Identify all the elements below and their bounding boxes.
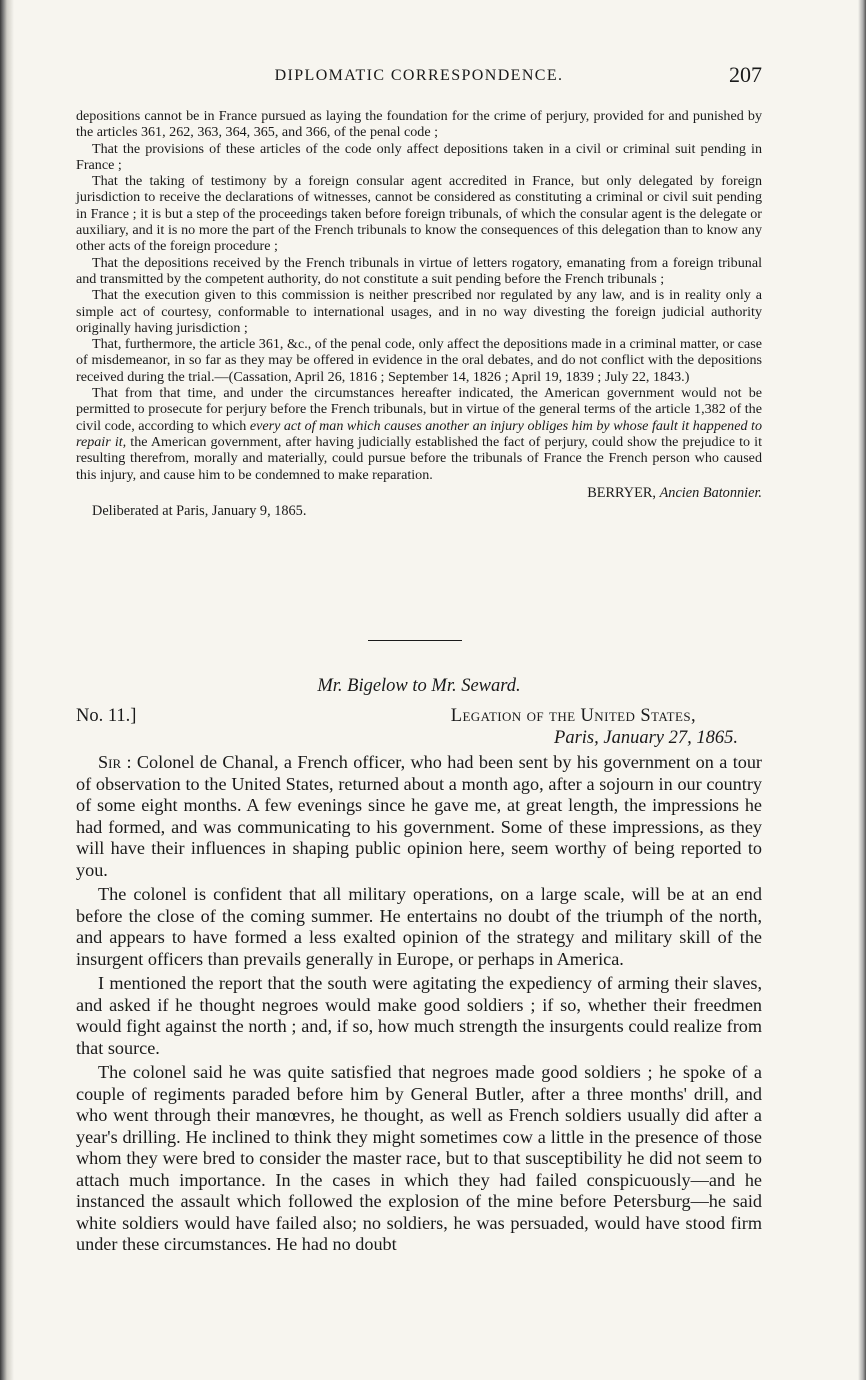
left-page-edge bbox=[0, 0, 14, 1380]
running-head: DIPLOMATIC CORRESPONDENCE. bbox=[274, 67, 564, 84]
deposition-paragraph: That the execution given to this commission is neither prescribed nor regulated by any law, and is in reality only a simple act of courtesy, conformable to international usages, and in no way divesting the foreign judicial authority originally having jurisdiction ; bbox=[76, 287, 762, 336]
place-date bbox=[554, 728, 738, 749]
signature bbox=[76, 485, 762, 501]
signature-title: Ancien Batonnier. bbox=[659, 484, 762, 501]
deposition-paragraph: That the depositions received by the French tribunals in virtue of letters rogatory, emanating from a foreign tribunal and transmitted by the competent authority, do not constitute a suit pending before the French tribunals ; bbox=[76, 254, 762, 287]
legation-heading: Legation of the United States, bbox=[450, 706, 696, 726]
deliberated-line: Deliberated at Paris, January 9, 1865. bbox=[92, 503, 307, 520]
right-page-edge bbox=[858, 0, 866, 1380]
letter-body bbox=[76, 752, 762, 1259]
signature-name: BERRYER, bbox=[587, 484, 656, 501]
letter-title: Mr. Bigelow to Mr. Seward. bbox=[317, 676, 521, 696]
place-date-text: Paris, January 27, 1865. bbox=[554, 728, 738, 748]
salutation: Sir : bbox=[98, 752, 132, 772]
letter-paragraph: The colonel is confident that all military operations, on a large scale, will be at an end before the close of the coming summer. He entertains no doubt of the triumph of the north, and appears to have formed a less exalted opinion of the strategy and military skill of the insurgent officers than prevails generally in Europe, or perhaps in America. bbox=[76, 884, 762, 969]
letter-paragraph: I mentioned the report that the south were agitating the expediency of arming their slaves, and asked if he thought negroes would make good soldiers ; if so, whether their freedmen would fight against the north ; and, if so, how much strength the insurgents could realize from that source. bbox=[76, 973, 762, 1058]
deposition-paragraph: That, furthermore, the article 361, &c., of the penal code, only affect the depositions made in a criminal matter, or case of misdemeanor, in so far as they may be offered in evidence in the oral debates, and do not conflict with the depositions received during the trial.—(Cassation, April 26, 1816 ; September 14, 1826 ; April 19, 1839 ; July 22, 1843.) bbox=[76, 336, 762, 385]
final-text-italic: every act of man which causes another an injury obliges him by whose fault it happened to repair it, bbox=[76, 417, 762, 450]
deposition-final-paragraph bbox=[76, 385, 762, 483]
deposition-text bbox=[76, 108, 762, 519]
deposition-paragraph: That the taking of testimony by a foreign consular agent accredited in France, but only delegated by foreign jurisdiction to receive the declarations of witnesses, cannot be considered as constituting a criminal or civil suit pending in France ; it is but a step of the proceedings taken before foreign tribunals, of which the consular agent is the delegate or auxiliary, and it is no more the part of the French tribunals to know the consequences of this delegation than to know any other acts of the foreign procedure ; bbox=[76, 173, 762, 255]
final-text-before: That from that time, and under the circumstances hereafter indicated, the American government would not be permitted to prosecute for perjury before the French tribunals, but in virtue of the general terms of the article 1,382 of the civil code, according to which bbox=[76, 385, 762, 434]
page-header bbox=[76, 62, 762, 92]
first-paragraph-text: Colonel de Chanal, a French officer, who had been sent by his government on a tour of observation to the United States, returned about a month ago, after a sojourn in our country of some eight months. A few evenings since he gave me, at great length, the impressions he had formed, and was communicating to his government. Some of these impressions, as they will have their influences in shaping public opinion here, seem worthy of being reported to you. bbox=[76, 752, 762, 880]
final-text-after: the American government, after having judicially established the fact of perjury, could show the prejudice to it resulting therefrom, morally and materially, could pursue before the tribunals of France the French person who caused this injury, and cause him to be condemned to make reparation. bbox=[76, 433, 762, 483]
letter-number: No. 11.] bbox=[76, 706, 137, 726]
deposition-paragraph: That the provisions of these articles of the code only affect depositions taken in a civil or criminal suit pending in France ; bbox=[76, 140, 762, 173]
letter-paragraph bbox=[76, 752, 762, 881]
letter-paragraph: The colonel said he was quite satisfied that negroes made good soldiers ; he spoke of a couple of regiments paraded before him by General Butler, after a three months' drill, and who went through their manœvres, he thought, as well as French soldiers usually did after a year's drilling. He inclined to think they might sometimes cow a little in the presence of those whom they were bred to consider the master race, but to that susceptibility he did not seem to attach much importance. In the cases in which they had failed conspicuously—and he instanced the assault which followed the explosion of the mine before Petersburg—he said white soldiers would have failed also; no soldiers, he was persuaded, would have stood firm under these circumstances. He had no doubt bbox=[76, 1062, 762, 1254]
page-number: 207 bbox=[729, 62, 762, 87]
section-divider bbox=[368, 640, 462, 641]
deposition-paragraph: depositions cannot be in France pursued as laying the foundation for the crime of perjury, provided for and punished by the articles 361, 262, 363, 364, 365, and 366, of the penal code ; bbox=[76, 108, 762, 141]
letter-dateline bbox=[76, 706, 762, 752]
